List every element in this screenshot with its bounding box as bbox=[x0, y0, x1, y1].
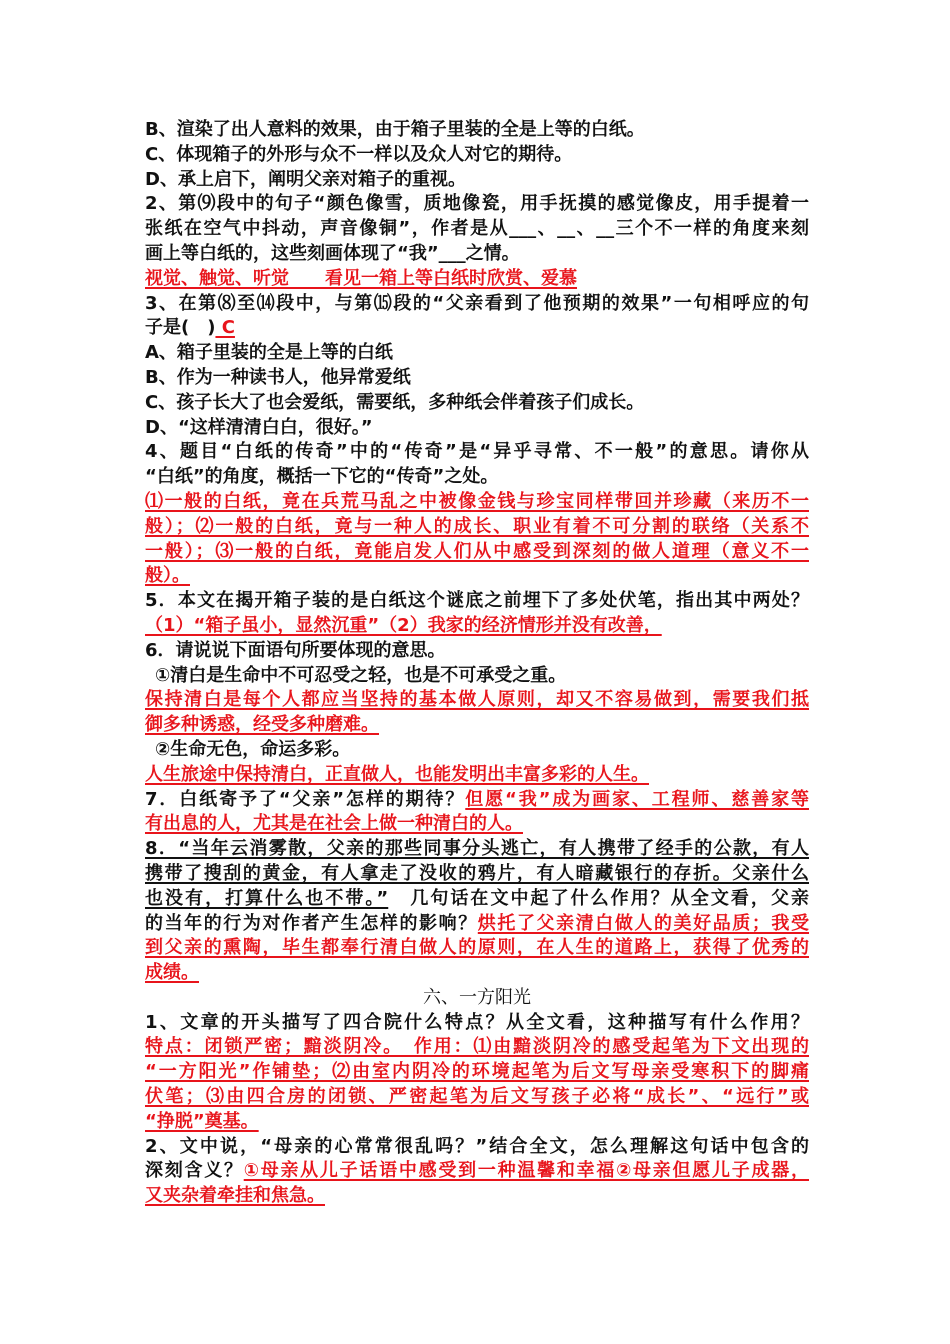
section-6-question-2-line-1: 2、文中说，“母亲的心常常很乱吗？”结合全文，怎么理解这句话中包含的 bbox=[145, 1135, 809, 1157]
question-8-ask-2: 的当年的行为对作者产生怎样的影响？ bbox=[145, 912, 478, 934]
question-8-line-4 bbox=[145, 912, 809, 937]
question-8-quote-2: 携带了搜刮的黄金，有人拿走了没收的鸦片，有人暗藏银行的存折。父亲什么 bbox=[145, 862, 809, 884]
answer-4-line-4: 般）。 bbox=[145, 565, 190, 587]
question-3-line-2 bbox=[145, 316, 809, 341]
question-8-line-3 bbox=[145, 887, 809, 912]
answer-4-line-3: 一般）；⑶一般的白纸，竟能启发人们从中感受到深刻的做人道理（意义不一 bbox=[145, 540, 809, 562]
question-4-line-1: 4、题目“白纸的传奇”中的“传奇”是“异乎寻常、不一般”的意思。请你从 bbox=[145, 441, 809, 463]
option-d-line-2: D、“这样清清白白，很好。” bbox=[145, 416, 373, 438]
option-d-line: D、承上启下，阐明父亲对箱子的重视。 bbox=[145, 168, 466, 190]
section-6-answer-1-line-3: 伏笔；⑶由四合房的闭锁、严密起笔为后文写孩子必将“成长”、“远行”或 bbox=[145, 1086, 809, 1108]
answer-5: （1）“箱子虽小，显然沉重”（2）我家的经济情形并没有改善， bbox=[145, 614, 662, 636]
question-8-quote-1: 8．“当年云消雾散，父亲的那些同事分头逃亡，有人携带了经手的公款，有人 bbox=[145, 838, 809, 860]
question-7-line-1 bbox=[145, 788, 809, 813]
section-6-question-2-line-2 bbox=[145, 1159, 809, 1184]
option-c-line: C、体现箱子的外形与众不一样以及众人对它的期待。 bbox=[145, 143, 573, 165]
answer-6-1-line-2: 御多种诱惑，经受多种磨难。 bbox=[145, 714, 379, 736]
question-6-item-2: ②生命无色，命运多彩。 bbox=[155, 738, 351, 760]
option-b-line-2: B、作为一种读书人，他异常爱纸 bbox=[145, 366, 411, 388]
answer-7-part-1: 但愿“我”成为画家、工程师、慈善家等 bbox=[465, 788, 809, 810]
answer-7-part-2: 有出息的人，尤其是在社会上做一种清白的人。 bbox=[145, 813, 523, 835]
option-c-line-2: C、孩子长大了也会爱纸，需要纸，多种纸会伴着孩子们成长。 bbox=[145, 391, 645, 413]
section-6-question-1: 1、文章的开头描写了四合院什么特点？从全文看，这种描写有什么作用？ bbox=[145, 1011, 809, 1033]
question-5: 5．本文在揭开箱子装的是白纸这个谜底之前埋下了多处伏笔，指出其中两处？ bbox=[145, 590, 809, 612]
question-4-line-2: “白纸”的角度，概括一下它的“传奇”之处。 bbox=[145, 466, 499, 488]
section-6-answer-2-part-2: 又夹杂着牵挂和焦急。 bbox=[145, 1185, 325, 1207]
option-a-line: A、箱子里装的全是上等的白纸 bbox=[145, 342, 393, 364]
section-6-question-2-end: 深刻含义？ bbox=[145, 1160, 244, 1182]
question-6-item-1: ①清白是生命中不可忍受之轻，也是不可承受之重。 bbox=[155, 664, 567, 686]
question-3-line-1: 3、在第⑻至⒁段中，与第⒂段的“父亲看到了他预期的效果”一句相呼应的句 bbox=[145, 292, 809, 314]
question-2-line-3: 画上等白纸的，这些刻画体现了“我”___之情。 bbox=[145, 242, 520, 264]
answer-4-line-1: ⑴一般的白纸，竟在兵荒马乱之中被像金钱与珍宝同样带回并珍藏（来历不一 bbox=[145, 490, 809, 512]
answer-6-2: 人生旅途中保持清白，正直做人，也能发明出丰富多彩的人生。 bbox=[145, 763, 649, 785]
question-3-stem: 子是( ) bbox=[145, 317, 216, 339]
section-6-answer-1-line-4: “挣脱”奠基。 bbox=[145, 1110, 259, 1132]
answer-3: C bbox=[215, 317, 235, 339]
question-6: 6．请说说下面语句所要体现的意思。 bbox=[145, 639, 446, 661]
question-2-line-1: 2、第⑼段中的句子“颜色像雪，质地像瓷，用手抚摸的感觉像皮，用手提着一 bbox=[145, 193, 809, 215]
document-page bbox=[145, 118, 809, 1209]
answer-2: 视觉、触觉、听觉 看见一箱上等白纸时欣赏、爱慕 bbox=[145, 267, 577, 289]
answer-8-part-2: 到父亲的熏陶，毕生都奉行清白做人的原则，在人生的道路上，获得了优秀的 bbox=[145, 937, 809, 959]
answer-6-1-line-1: 保持清白是每个人都应当坚持的基本做人原则，却又不容易做到，需要我们抵 bbox=[145, 689, 809, 711]
section-6-answer-2-part-1: ①母亲从儿子话语中感受到一种温馨和幸福②母亲但愿儿子成器， bbox=[243, 1160, 809, 1182]
answer-4-line-2: 般）；⑵一般的白纸，竟与一种人的成长、职业有着不可分割的联络（关系不 bbox=[145, 515, 809, 537]
question-7: 7．白纸寄予了“父亲”怎样的期待？ bbox=[145, 788, 466, 810]
question-8-quote-3: 也没有，打算什么也不带。” bbox=[145, 887, 389, 909]
section-6-answer-1-line-1: 特点：闭锁严密；黯淡阴冷。 作用：⑴由黯淡阴冷的感受起笔为下文出现的 bbox=[145, 1036, 809, 1058]
question-8-ask-1: 几句话在文中起了什么作用？从全文看，父亲 bbox=[388, 887, 809, 909]
answer-8-part-1: 烘托了父亲清白做人的美好品质；我受 bbox=[477, 912, 810, 934]
question-2-line-2: 张纸在空气中抖动，声音像铜”，作者是从___、__、__三个不一样的角度来刻 bbox=[145, 218, 809, 240]
section-6-answer-1-line-2: “一方阳光”作铺垫；⑵由室内阴冷的环境起笔为后文写母亲受寒积下的脚痛 bbox=[145, 1061, 809, 1083]
answer-8-part-3: 成绩。 bbox=[145, 962, 199, 984]
option-b-line: B、渲染了出人意料的效果，由于箱子里装的全是上等的白纸。 bbox=[145, 119, 645, 140]
section-heading: 六、一方阳光 bbox=[423, 986, 531, 1008]
